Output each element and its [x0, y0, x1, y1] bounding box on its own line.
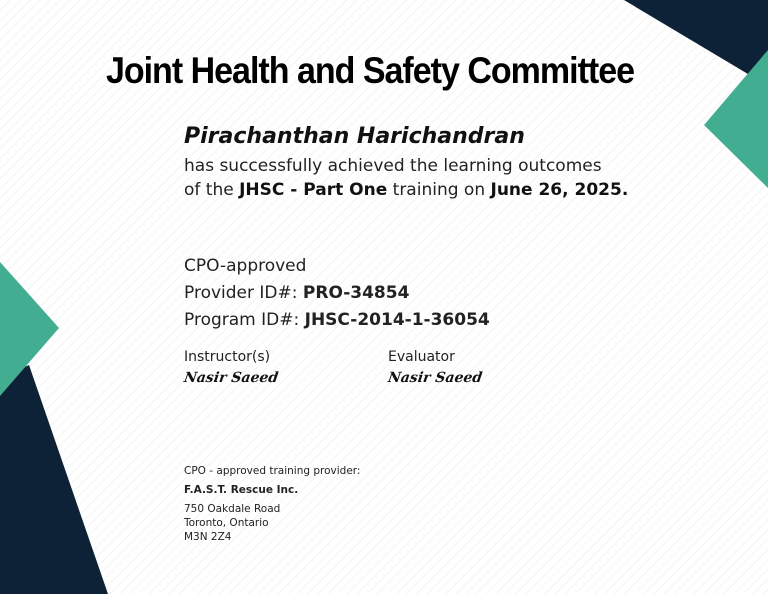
achievement-statement-line1: has successfully achieved the learning outcomes [184, 156, 602, 176]
recipient-name: Pirachanthan Harichandran [184, 124, 525, 149]
course-name: JHSC - Part One [239, 180, 388, 200]
evaluator-label: Evaluator [388, 349, 455, 365]
achievement-statement-line2 [184, 180, 628, 200]
instructor-label: Instructor(s) [184, 349, 271, 365]
program-id-label: Program ID#: [184, 310, 305, 330]
program-id-value: JHSC-2014-1-36054 [304, 310, 490, 330]
statement-prefix: of the [184, 180, 240, 200]
completion-date: June 26, 2025. [490, 180, 629, 200]
instructor-signature: Nasir Saeed [182, 370, 280, 386]
program-id-row [184, 310, 490, 330]
certificate-title: Joint Health and Safety Committee [105, 50, 635, 92]
cpo-approved-label: CPO-approved [184, 256, 307, 276]
provider-address-street: 750 Oakdale Road [184, 503, 281, 515]
bottom-left-navy-triangle [0, 365, 108, 594]
provider-heading: CPO - approved training provider: [184, 465, 361, 477]
provider-id-value: PRO-34854 [302, 283, 410, 303]
statement-middle: training on [387, 180, 491, 200]
provider-address-city: Toronto, Ontario [184, 517, 269, 529]
evaluator-signature: Nasir Saeed [386, 370, 484, 386]
provider-id-label: Provider ID#: [184, 283, 303, 303]
provider-name: F.A.S.T. Rescue Inc. [184, 484, 299, 496]
provider-postal-code: M3N 2Z4 [184, 531, 232, 543]
provider-id-row [184, 283, 409, 303]
